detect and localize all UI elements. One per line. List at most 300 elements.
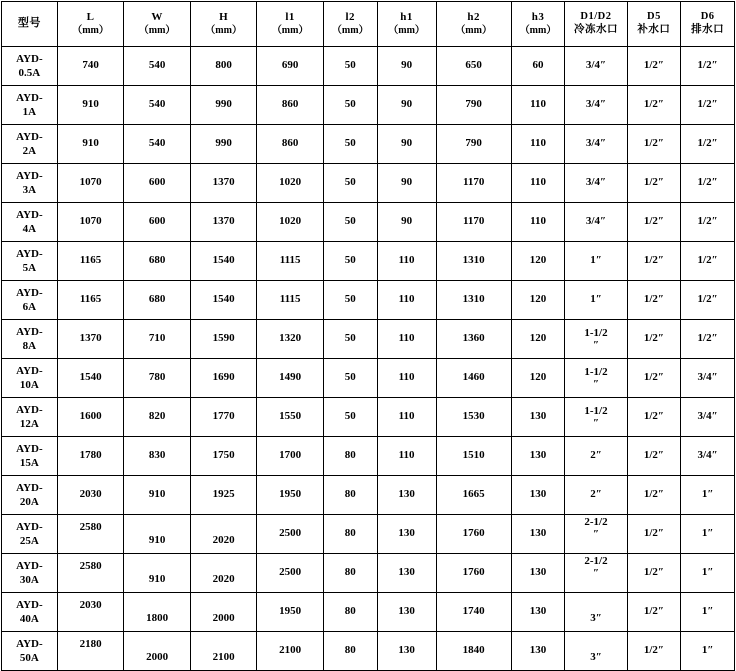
cell-h: [190, 242, 257, 281]
cell-h: [190, 476, 257, 515]
cell-h3-value: 110: [530, 98, 546, 111]
cell-d6: [681, 515, 735, 554]
cell-d6: [681, 242, 735, 281]
cell-d5-value: 1/2″: [643, 566, 664, 579]
table-header: [2, 2, 735, 47]
cell-h-value: 990: [215, 98, 232, 111]
column-header-h3: [511, 2, 565, 47]
cell-d6-value: 1/2″: [697, 332, 718, 345]
cell-d12-value: 3/4″: [585, 98, 607, 111]
cell-d5: [627, 242, 681, 281]
cell-model-prefix: AYD-: [16, 637, 43, 650]
cell-l1-value: 1320: [279, 332, 302, 345]
cell-w-value: 910: [148, 573, 166, 586]
table-row: [2, 125, 735, 164]
cell-d6: [681, 476, 735, 515]
cell-l2: [323, 320, 377, 359]
cell-l: [57, 515, 124, 554]
cell-h2-value: 1310: [462, 293, 485, 306]
cell-h2-value: 1740: [462, 605, 485, 618]
cell-model-prefix: AYD-: [16, 130, 43, 143]
column-header-h1-unit: （mm）: [388, 24, 425, 36]
cell-d12: [565, 437, 627, 476]
cell-l2: [323, 437, 377, 476]
cell-h: [190, 515, 257, 554]
cell-d5: [627, 476, 681, 515]
cell-h2-value: 1530: [462, 410, 485, 423]
cell-l1: [257, 242, 324, 281]
cell-w: [124, 515, 191, 554]
cell-w: [124, 593, 191, 632]
cell-d5: [627, 593, 681, 632]
cell-model-suffix: 30A: [19, 574, 39, 586]
cell-l2: [323, 515, 377, 554]
cell-d12-value: 3/4″: [585, 59, 607, 72]
cell-l1-value: 690: [281, 59, 299, 72]
cell-d5: [627, 86, 681, 125]
cell-h3: [511, 632, 565, 671]
cell-h1-value: 110: [398, 293, 415, 306]
cell-h3: [511, 320, 565, 359]
cell-l-value: 1370: [79, 332, 102, 345]
cell-model-prefix: AYD-: [16, 52, 43, 65]
cell-d12: [565, 554, 627, 593]
cell-d5-value: 1/2″: [643, 332, 664, 345]
cell-h2-value: 1310: [462, 254, 485, 267]
column-header-l1-label: l1: [285, 10, 295, 23]
cell-d6-value: 1/2″: [697, 254, 718, 267]
cell-d6-value: 1″: [701, 605, 714, 618]
cell-h1: [377, 359, 436, 398]
cell-l-value: 2580: [79, 560, 102, 573]
cell-h2-value: 1760: [462, 566, 485, 579]
cell-l1-value: 860: [281, 137, 299, 150]
cell-h2: [436, 203, 511, 242]
cell-d12: [565, 593, 627, 632]
cell-l: [57, 281, 124, 320]
cell-l1-value: 2500: [279, 566, 302, 579]
cell-h2-value: 1460: [462, 371, 485, 384]
cell-h-value: 1540: [212, 254, 235, 267]
cell-model-suffix: 4A: [22, 223, 37, 235]
cell-h1-value: 110: [398, 254, 415, 267]
cell-l2: [323, 281, 377, 320]
cell-h2: [436, 554, 511, 593]
cell-w: [124, 437, 191, 476]
cell-model-prefix: AYD-: [16, 247, 43, 260]
column-header-model-label: 型号: [17, 17, 41, 30]
cell-d6: [681, 437, 735, 476]
cell-h: [190, 281, 257, 320]
cell-h-value: 1590: [212, 332, 235, 345]
cell-model-prefix: AYD-: [16, 169, 43, 182]
cell-w-value: 540: [148, 137, 166, 150]
cell-h2-value: 1665: [462, 488, 485, 501]
cell-h-value: 1370: [212, 215, 235, 228]
column-header-d5-label: D5: [647, 11, 661, 23]
cell-l-value: 740: [82, 59, 99, 72]
cell-d12: [565, 476, 627, 515]
table-row: [2, 359, 735, 398]
cell-h2-value: 1170: [462, 176, 485, 189]
table-row: [2, 476, 735, 515]
cell-d6-value: 1/2″: [697, 215, 718, 228]
cell-model-suffix: 25A: [19, 535, 39, 547]
cell-d12-value: 3″: [590, 612, 602, 625]
cell-h-value: 2000: [212, 612, 235, 625]
cell-h: [190, 164, 257, 203]
cell-d6: [681, 632, 735, 671]
table-row: [2, 320, 735, 359]
cell-h2: [436, 164, 511, 203]
cell-d12: [565, 125, 627, 164]
column-header-d6-unit: 排水口: [691, 24, 725, 35]
cell-h1-value: 130: [398, 566, 415, 579]
cell-d6: [681, 203, 735, 242]
cell-l2: [323, 359, 377, 398]
cell-model: [2, 515, 58, 554]
cell-model: [2, 593, 58, 632]
cell-h1: [377, 593, 436, 632]
cell-d5: [627, 515, 681, 554]
cell-h1-value: 110: [398, 332, 415, 345]
cell-model-suffix: 50A: [19, 652, 39, 664]
cell-l1: [257, 320, 324, 359]
cell-d6-value: 1″: [701, 644, 714, 657]
cell-h2-value: 650: [465, 59, 482, 72]
cell-d5-value: 1/2″: [643, 293, 664, 306]
cell-w-value: 600: [148, 176, 166, 189]
cell-h: [190, 320, 257, 359]
cell-w-value: 540: [148, 59, 166, 72]
cell-w-value: 1800: [146, 612, 169, 625]
cell-h2: [436, 125, 511, 164]
cell-w: [124, 203, 191, 242]
cell-w-value: 820: [148, 410, 166, 423]
cell-h2: [436, 593, 511, 632]
cell-h3: [511, 398, 565, 437]
cell-h3: [511, 281, 565, 320]
cell-h1: [377, 398, 436, 437]
cell-d5-value: 1/2″: [643, 605, 664, 618]
cell-l: [57, 125, 124, 164]
cell-model-prefix: AYD-: [16, 208, 43, 221]
cell-l2-value: 80: [344, 488, 356, 501]
column-header-d5-unit: 补水口: [637, 24, 671, 35]
cell-h1: [377, 554, 436, 593]
cell-d5: [627, 359, 681, 398]
cell-l1: [257, 476, 324, 515]
cell-h2: [436, 320, 511, 359]
column-header-l1-unit: （mm）: [271, 24, 309, 36]
cell-d5-value: 1/2″: [643, 410, 664, 423]
cell-l1-value: 1950: [279, 488, 302, 501]
cell-l2: [323, 164, 377, 203]
cell-h1: [377, 125, 436, 164]
cell-h1: [377, 515, 436, 554]
cell-h3-value: 120: [529, 371, 547, 384]
cell-d12-unit: ″: [592, 528, 600, 540]
cell-l2: [323, 593, 377, 632]
cell-h3: [511, 164, 565, 203]
cell-w: [124, 125, 191, 164]
column-header-d5: [627, 2, 681, 47]
cell-model: [2, 86, 58, 125]
cell-l-value: 2030: [79, 488, 102, 501]
cell-d12: [565, 47, 627, 86]
cell-d12-value: 1-1/2: [584, 326, 608, 339]
column-header-h: [190, 2, 257, 47]
cell-l1: [257, 281, 324, 320]
cell-l2-value: 80: [344, 644, 356, 657]
column-header-d12-label: D1/D2: [580, 11, 612, 23]
cell-w: [124, 320, 191, 359]
column-header-l-label: L: [86, 10, 95, 23]
cell-l: [57, 359, 124, 398]
cell-l1-value: 1020: [279, 215, 302, 228]
cell-l2-value: 50: [344, 254, 356, 267]
cell-model-suffix: 12A: [19, 418, 39, 430]
cell-h3: [511, 554, 565, 593]
cell-model-prefix: AYD-: [16, 442, 43, 455]
cell-h-value: 800: [215, 59, 232, 72]
cell-d6-value: 1/2″: [697, 293, 718, 306]
cell-h2: [436, 359, 511, 398]
cell-d12: [565, 242, 627, 281]
table-row: [2, 86, 735, 125]
cell-l-value: 1070: [79, 176, 102, 189]
cell-h3: [511, 359, 565, 398]
cell-l2-value: 80: [344, 566, 356, 579]
table-row: [2, 242, 735, 281]
cell-l1-value: 1550: [279, 410, 302, 423]
cell-d5-value: 1/2″: [643, 449, 664, 462]
column-header-h2-unit: （mm）: [455, 24, 492, 36]
cell-h-value: 2020: [212, 573, 235, 586]
cell-l1-value: 2500: [279, 527, 302, 540]
cell-h2-value: 1510: [462, 449, 485, 462]
cell-w-value: 680: [148, 293, 166, 306]
cell-h: [190, 632, 257, 671]
cell-h3-value: 60: [532, 59, 544, 72]
cell-l2-value: 80: [344, 449, 356, 462]
cell-w: [124, 476, 191, 515]
cell-w: [124, 164, 191, 203]
cell-l: [57, 593, 124, 632]
cell-w: [124, 554, 191, 593]
cell-l1: [257, 86, 324, 125]
cell-l2: [323, 242, 377, 281]
cell-l1: [257, 593, 324, 632]
cell-h3-value: 130: [529, 410, 547, 423]
cell-model-suffix: 6A: [22, 301, 37, 313]
cell-d6: [681, 281, 735, 320]
cell-l2-value: 80: [344, 527, 356, 540]
cell-d5: [627, 554, 681, 593]
cell-w-value: 830: [148, 449, 166, 462]
cell-model-suffix: 40A: [19, 613, 39, 625]
cell-h3: [511, 515, 565, 554]
cell-l1: [257, 164, 324, 203]
cell-h3-value: 130: [529, 527, 547, 540]
cell-h3: [511, 47, 565, 86]
cell-d5: [627, 398, 681, 437]
cell-d12-value: 3/4″: [585, 137, 607, 150]
cell-l2-value: 50: [344, 371, 356, 384]
cell-l-value: 1540: [79, 371, 102, 384]
cell-d12: [565, 281, 627, 320]
cell-model-suffix: 0.5A: [18, 67, 41, 79]
cell-h-value: 1690: [212, 371, 235, 384]
cell-h3: [511, 242, 565, 281]
cell-d6: [681, 125, 735, 164]
cell-w-value: 910: [148, 488, 166, 501]
cell-h1-value: 110: [398, 371, 415, 384]
cell-h1-value: 90: [401, 176, 413, 189]
column-header-h1: [377, 2, 436, 47]
cell-d6: [681, 164, 735, 203]
cell-d6-value: 3/4″: [697, 371, 718, 384]
cell-h1-value: 90: [401, 137, 413, 150]
cell-h2-value: 1760: [462, 527, 485, 540]
cell-h2: [436, 47, 511, 86]
cell-w: [124, 281, 191, 320]
cell-d6-value: 1″: [701, 527, 714, 540]
table-row: [2, 164, 735, 203]
cell-d5-value: 1/2″: [643, 527, 664, 540]
cell-l1-value: 1115: [279, 293, 301, 306]
cell-h2-value: 1360: [462, 332, 485, 345]
cell-h-value: 1750: [212, 449, 235, 462]
table-body: [2, 47, 735, 671]
cell-h3-value: 110: [530, 176, 546, 189]
cell-l-value: 2580: [79, 521, 102, 534]
cell-model-suffix: 2A: [22, 145, 37, 157]
cell-l1-value: 2100: [279, 644, 302, 657]
cell-d12-value: 2-1/2: [584, 554, 608, 567]
cell-h: [190, 593, 257, 632]
column-header-l2-unit: （mm）: [331, 24, 369, 36]
cell-d5: [627, 437, 681, 476]
cell-h1: [377, 203, 436, 242]
cell-l2: [323, 398, 377, 437]
cell-l2: [323, 476, 377, 515]
cell-d6-value: 3/4″: [697, 449, 718, 462]
cell-d12-value: 3/4″: [585, 176, 607, 189]
cell-h1-value: 90: [401, 215, 413, 228]
cell-h2-value: 790: [465, 98, 482, 111]
cell-h: [190, 86, 257, 125]
cell-w: [124, 632, 191, 671]
cell-l: [57, 47, 124, 86]
cell-model-prefix: AYD-: [16, 481, 43, 494]
cell-h: [190, 125, 257, 164]
cell-h3: [511, 437, 565, 476]
column-header-l2-label: l2: [345, 10, 356, 23]
cell-d6-value: 1″: [701, 488, 714, 501]
cell-model-prefix: AYD-: [16, 325, 43, 338]
cell-model: [2, 398, 58, 437]
cell-d6: [681, 554, 735, 593]
cell-h2-value: 790: [465, 137, 482, 150]
cell-h3-value: 130: [529, 605, 547, 618]
cell-h3-value: 120: [529, 254, 547, 267]
cell-d5-value: 1/2″: [643, 254, 664, 267]
column-header-d12-unit: 冷冻水口: [573, 24, 618, 35]
table-row: [2, 203, 735, 242]
cell-d6: [681, 47, 735, 86]
cell-d12-unit: ″: [592, 417, 600, 429]
cell-d12-value: 2″: [590, 449, 602, 462]
cell-h1-value: 110: [398, 449, 415, 462]
cell-h3-value: 130: [529, 566, 547, 579]
column-header-h1-label: h1: [400, 10, 413, 23]
cell-h: [190, 437, 257, 476]
cell-h2: [436, 281, 511, 320]
cell-h3-value: 110: [530, 215, 546, 228]
cell-l1: [257, 203, 324, 242]
cell-d6: [681, 398, 735, 437]
cell-h3-value: 130: [529, 488, 547, 501]
cell-d5-value: 1/2″: [643, 137, 664, 150]
cell-l2-value: 50: [344, 98, 356, 111]
cell-h3-value: 130: [529, 449, 547, 462]
cell-d6-value: 1/2″: [697, 59, 718, 72]
cell-l-value: 1600: [79, 410, 102, 423]
cell-d12-value: 3″: [590, 651, 602, 664]
cell-h1: [377, 320, 436, 359]
cell-h2: [436, 437, 511, 476]
cell-model: [2, 281, 58, 320]
cell-l: [57, 203, 124, 242]
cell-l2: [323, 47, 377, 86]
column-header-d12: [565, 2, 627, 47]
cell-d12: [565, 86, 627, 125]
cell-h1: [377, 437, 436, 476]
cell-l1-value: 1020: [279, 176, 302, 189]
cell-h1-value: 110: [398, 410, 415, 423]
cell-l1: [257, 554, 324, 593]
column-header-d6-label: D6: [700, 11, 715, 23]
specification-table: [1, 1, 735, 671]
cell-h2: [436, 398, 511, 437]
cell-w: [124, 86, 191, 125]
cell-model-suffix: 3A: [22, 184, 37, 196]
cell-model-suffix: 1A: [22, 106, 37, 118]
table-row: [2, 515, 735, 554]
cell-model-prefix: AYD-: [16, 364, 43, 377]
cell-d5: [627, 47, 681, 86]
cell-h2: [436, 242, 511, 281]
cell-w-value: 680: [148, 254, 166, 267]
cell-h-value: 1925: [212, 488, 235, 501]
cell-d12-value: 2-1/2: [584, 515, 608, 528]
cell-w: [124, 242, 191, 281]
cell-h-value: 990: [215, 137, 232, 150]
cell-h2: [436, 632, 511, 671]
cell-d12-value: 1″: [590, 293, 602, 306]
cell-model-suffix: 10A: [19, 379, 39, 391]
cell-model-suffix: 15A: [19, 457, 39, 469]
cell-h-value: 2020: [212, 534, 235, 547]
cell-d6: [681, 359, 735, 398]
cell-l1: [257, 398, 324, 437]
cell-l2-value: 50: [344, 59, 356, 72]
cell-d5: [627, 125, 681, 164]
cell-d12-value: 1″: [590, 254, 602, 267]
cell-l2-value: 50: [344, 410, 356, 423]
cell-l1-value: 1490: [279, 371, 302, 384]
